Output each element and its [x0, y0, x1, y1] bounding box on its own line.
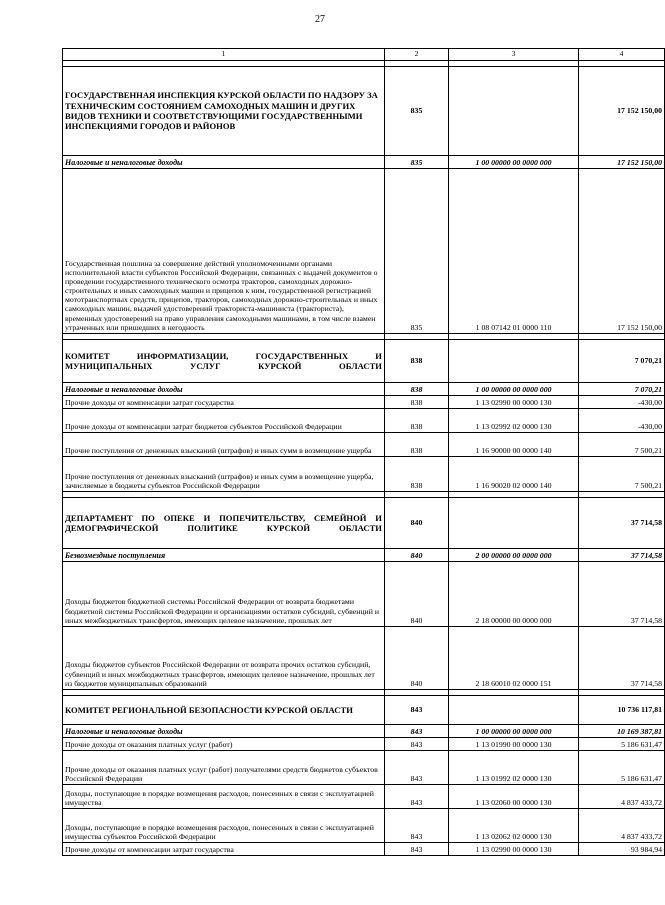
- row-sum-cell: -430,00: [579, 396, 665, 409]
- row-code-cell: 838: [385, 409, 449, 433]
- organization-row: [63, 696, 665, 725]
- row-code-cell: 840: [385, 627, 449, 690]
- row-code-cell: 840: [385, 562, 449, 627]
- row-kbk-cell: 1 16 90020 02 0000 140: [449, 457, 579, 492]
- row-name-cell: Прочие доходы от оказания платных услуг (работ): [63, 738, 385, 751]
- row-kbk-cell: [449, 696, 579, 725]
- income-row: [63, 409, 665, 433]
- income-row: [63, 751, 665, 785]
- row-name-cell: Прочие доходы от компенсации затрат государства: [63, 843, 385, 856]
- row-kbk-cell: 1 13 02062 02 0000 130: [449, 809, 579, 843]
- row-code-cell: 843: [385, 785, 449, 809]
- row-kbk-cell: 1 00 00000 00 0000 000: [449, 383, 579, 396]
- row-sum-cell: 93 984,94: [579, 843, 665, 856]
- income-row: [63, 562, 665, 627]
- row-name-cell: Доходы, поступающие в порядке возмещения расходов, понесенных в связи с эксплуатацией имущества субъектов Российской Федерации: [63, 809, 385, 843]
- income-row: [63, 169, 665, 334]
- row-sum-cell: -430,00: [579, 409, 665, 433]
- row-code-cell: 840: [385, 549, 449, 562]
- organization-row: [63, 498, 665, 549]
- row-sum-cell: 4 837 433,72: [579, 809, 665, 843]
- row-name-cell: Доходы бюджетов субъектов Российской Федерации от возврата прочих остатков субсидий, субвенций и иных межбюджетных трансфертов, имеющих целевое назначение, прошлых лет из бюджетов муниципальных образований: [63, 627, 385, 690]
- row-sum-cell: 17 152 150,00: [579, 156, 665, 169]
- row-sum-cell: 5 186 631,47: [579, 751, 665, 785]
- row-kbk-cell: [449, 67, 579, 156]
- row-name-cell: ГОСУДАРСТВЕННАЯ ИНСПЕКЦИЯ КУРСКОЙ ОБЛАСТИ ПО НАДЗОРУ ЗА ТЕХНИЧЕСКИМ СОСТОЯНИЕМ САМОХОДНЫХ МАШИН И ДРУГИХ ВИДОВ ТЕХНИКИ И СООТВЕТСТВУЮЩИМИ ГОСУДАРСТВЕННЫМИ ИНСПЕКЦИЯМИ ГОРОДОВ И РАЙОНОВ: [63, 67, 385, 156]
- row-code-cell: 835: [385, 156, 449, 169]
- row-name-cell: Доходы бюджетов бюджетной системы Российской Федерации от возврата бюджетами бюджетной системы Российской Федерации и организациями остатков субсидий, субвенций и иных межбюджетных трансфертов, имеющих целевое назначение, прошлых лет: [63, 562, 385, 627]
- row-kbk-cell: 1 13 02990 00 0000 130: [449, 843, 579, 856]
- column-header-1: 1: [63, 49, 385, 61]
- row-kbk-cell: [449, 498, 579, 549]
- income-row: [63, 738, 665, 751]
- row-sum-cell: 17 152 150,00: [579, 67, 665, 156]
- row-sum-cell: 37 714,58: [579, 498, 665, 549]
- revenue-table: [62, 48, 665, 856]
- row-kbk-cell: 1 08 07142 01 0000 110: [449, 169, 579, 334]
- row-name-cell: Прочие доходы от компенсации затрат бюджетов субъектов Российской Федерации: [63, 409, 385, 433]
- row-name-cell: Безвозмездные поступления: [63, 549, 385, 562]
- row-kbk-cell: [449, 340, 579, 383]
- row-code-cell: 838: [385, 433, 449, 457]
- row-name-cell: Налоговые и неналоговые доходы: [63, 156, 385, 169]
- income-row: [63, 627, 665, 690]
- column-header-2: 2: [385, 49, 449, 61]
- row-kbk-cell: 1 00 00000 00 0000 000: [449, 725, 579, 738]
- row-kbk-cell: 1 13 01990 00 0000 130: [449, 738, 579, 751]
- row-kbk-cell: 2 18 60010 02 0000 151: [449, 627, 579, 690]
- column-header-4: 4: [579, 49, 665, 61]
- category-row: [63, 383, 665, 396]
- row-name-cell: Прочие доходы от оказания платных услуг (работ) получателями средств бюджетов субъектов Российской Федерации: [63, 751, 385, 785]
- row-name-cell: Налоговые и неналоговые доходы: [63, 725, 385, 738]
- row-code-cell: 843: [385, 738, 449, 751]
- row-name-cell: Государственная пошлина за совершение действий уполномоченными органами исполнительной власти субъектов Российской Федерации, связанных с выдачей документов о проведении государственного технического осмотра тракторов, самоходных дорожно-строительных и иных самоходных машин и прицепов к ним, государственной регистрацией мототранспортных средств, прицепов, тракторов, самоходных дорожно-строительных и иных самоходных машин, выдачей удостоверений тракториста-машиниста (тракториста), временных удостоверений на право управления самоходными машинами, в том числе взамен утраченных или пришедших в негодность: [63, 169, 385, 334]
- income-row: [63, 843, 665, 856]
- income-row: [63, 396, 665, 409]
- row-sum-cell: 4 837 433,72: [579, 785, 665, 809]
- row-code-cell: 835: [385, 67, 449, 156]
- organization-row: [63, 340, 665, 383]
- row-kbk-cell: 1 13 02060 00 0000 130: [449, 785, 579, 809]
- row-sum-cell: 37 714,58: [579, 562, 665, 627]
- income-row: [63, 785, 665, 809]
- row-name-cell: КОМИТЕТ ИНФОРМАТИЗАЦИИ, ГОСУДАРСТВЕННЫХ И МУНИЦИПАЛЬНЫХ УСЛУГ КУРСКОЙ ОБЛАСТИ: [63, 340, 385, 383]
- row-code-cell: 838: [385, 340, 449, 383]
- organization-row: [63, 67, 665, 156]
- category-row: [63, 549, 665, 562]
- income-row: [63, 457, 665, 492]
- row-name-cell: Доходы, поступающие в порядке возмещения расходов, понесенных в связи с эксплуатацией имущества: [63, 785, 385, 809]
- row-code-cell: 843: [385, 843, 449, 856]
- row-kbk-cell: 1 00 00000 00 0000 000: [449, 156, 579, 169]
- income-row: [63, 809, 665, 843]
- row-sum-cell: 10 169 387,81: [579, 725, 665, 738]
- row-sum-cell: 7 500,21: [579, 457, 665, 492]
- row-sum-cell: 37 714,58: [579, 549, 665, 562]
- row-sum-cell: 7 070,21: [579, 383, 665, 396]
- row-name-cell: КОМИТЕТ РЕГИОНАЛЬНОЙ БЕЗОПАСНОСТИ КУРСКОЙ ОБЛАСТИ: [63, 696, 385, 725]
- column-header-3: 3: [449, 49, 579, 61]
- row-code-cell: 843: [385, 725, 449, 738]
- row-name-cell: ДЕПАРТАМЕНТ ПО ОПЕКЕ И ПОПЕЧИТЕЛЬСТВУ, СЕМЕЙНОЙ И ДЕМОГРАФИЧЕСКОЙ ПОЛИТИКЕ КУРСКОЙ ОБЛАСТИ: [63, 498, 385, 549]
- row-name-cell: Прочие поступления от денежных взысканий (штрафов) и иных сумм в возмещение ущерба: [63, 433, 385, 457]
- category-row: [63, 725, 665, 738]
- income-row: [63, 433, 665, 457]
- category-row: [63, 156, 665, 169]
- row-kbk-cell: 2 00 00000 00 0000 000: [449, 549, 579, 562]
- row-name-cell: Прочие поступления от денежных взысканий (штрафов) и иных сумм в возмещение ущерба, зачисляемые в бюджеты субъектов Российской Федерации: [63, 457, 385, 492]
- row-name-cell: Налоговые и неналоговые доходы: [63, 383, 385, 396]
- row-kbk-cell: 1 13 02990 00 0000 130: [449, 396, 579, 409]
- row-code-cell: 838: [385, 457, 449, 492]
- page-number: 27: [315, 14, 325, 25]
- row-code-cell: 843: [385, 809, 449, 843]
- row-code-cell: 835: [385, 169, 449, 334]
- row-sum-cell: 37 714,58: [579, 627, 665, 690]
- row-sum-cell: 7 070,21: [579, 340, 665, 383]
- row-code-cell: 838: [385, 396, 449, 409]
- row-sum-cell: 10 736 117,81: [579, 696, 665, 725]
- row-sum-cell: 5 186 631,47: [579, 738, 665, 751]
- column-header-row: [63, 49, 665, 61]
- row-code-cell: 843: [385, 696, 449, 725]
- row-name-cell: Прочие доходы от компенсации затрат государства: [63, 396, 385, 409]
- row-kbk-cell: 1 13 01992 02 0000 130: [449, 751, 579, 785]
- row-code-cell: 843: [385, 751, 449, 785]
- row-kbk-cell: 1 16 90000 00 0000 140: [449, 433, 579, 457]
- row-code-cell: 838: [385, 383, 449, 396]
- row-code-cell: 840: [385, 498, 449, 549]
- row-kbk-cell: 2 18 00000 00 0000 000: [449, 562, 579, 627]
- row-sum-cell: 17 152 150,00: [579, 169, 665, 334]
- row-kbk-cell: 1 13 02992 02 0000 130: [449, 409, 579, 433]
- row-sum-cell: 7 500,21: [579, 433, 665, 457]
